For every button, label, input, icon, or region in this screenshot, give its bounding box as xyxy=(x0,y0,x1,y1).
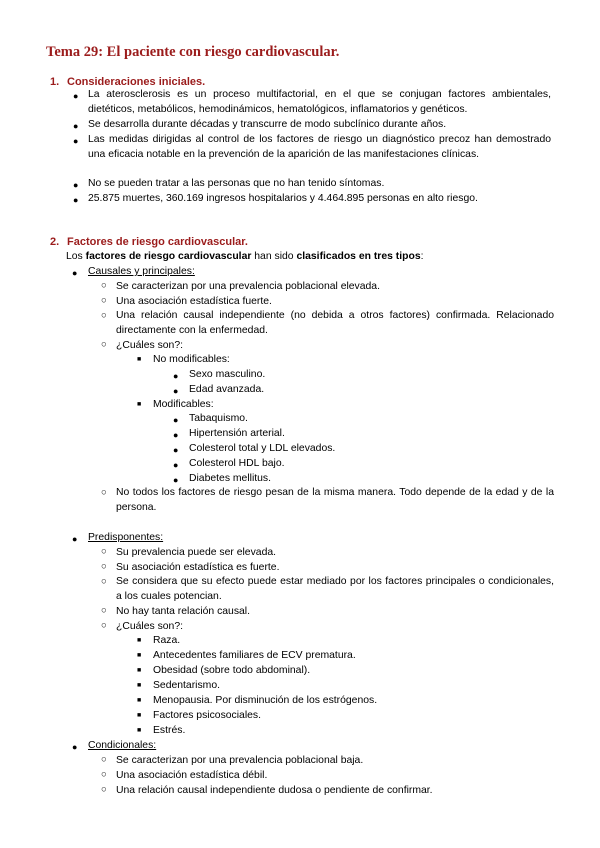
list-item: Menopausia. Por disminución de los estrógenos. xyxy=(153,695,378,706)
square-bullet-icon: ■ xyxy=(137,712,142,719)
bullet-icon: ● xyxy=(173,415,179,425)
list-item: Antecedentes familiares de ECV prematura. xyxy=(153,650,356,661)
category-condicionales: Condicionales: xyxy=(88,740,157,751)
list-item: Tabaquismo. xyxy=(189,413,248,424)
list-item: No hay tanta relación causal. xyxy=(116,606,251,617)
section-2-intro: Los factores de riesgo cardiovascular han sido clasificados en tres tipos: xyxy=(66,251,424,262)
square-bullet-icon: ■ xyxy=(137,652,142,659)
circle-bullet-icon: ○ xyxy=(101,620,107,631)
circle-bullet-icon: ○ xyxy=(101,754,107,765)
square-bullet-icon: ■ xyxy=(137,637,142,644)
list-item: Se desarrolla durante décadas y transcurre de modo subclínico durante años. xyxy=(88,119,447,130)
list-item: Una relación causal independiente (no debida a otros factores) confirmada. Relacionado directamente con la enfermedad. xyxy=(116,310,554,336)
bullet-icon: ● xyxy=(173,430,179,440)
square-bullet-icon: ■ xyxy=(137,401,142,408)
circle-bullet-icon: ○ xyxy=(101,576,107,587)
list-item: Factores psicosociales. xyxy=(153,710,261,721)
list-item: La aterosclerosis es un proceso multifactorial, en el que se conjugan factores ambientales, dietéticos, metabólicos, hemodinámicos, hematológicos, inflamatorios y genéticos. xyxy=(88,89,551,115)
section-1-number: 1. xyxy=(50,76,60,88)
list-item: Estrés. xyxy=(153,725,186,736)
square-bullet-icon: ■ xyxy=(137,667,142,674)
list-item: Su asociación estadística es fuerte. xyxy=(116,562,280,573)
section-1-title: Consideraciones iniciales. xyxy=(67,76,206,88)
bullet-icon: ● xyxy=(72,268,78,278)
subcategory-label: Modificables: xyxy=(153,399,214,410)
section-2-heading xyxy=(50,236,248,248)
list-item: Una asociación estadística fuerte. xyxy=(116,296,272,307)
category-causales: Causales y principales: xyxy=(88,266,195,277)
list-item: Sexo masculino. xyxy=(189,369,266,380)
circle-bullet-icon: ○ xyxy=(101,784,107,795)
list-item: Una asociación estadística débil. xyxy=(116,770,268,781)
square-bullet-icon: ■ xyxy=(137,682,142,689)
bullet-icon: ● xyxy=(73,195,79,205)
list-item: Colesterol HDL bajo. xyxy=(189,458,285,469)
section-1-heading xyxy=(50,76,205,88)
bullet-icon: ● xyxy=(173,445,179,455)
list-item: No se pueden tratar a las personas que no han tenido síntomas. xyxy=(88,178,385,189)
list-item: ¿Cuáles son?: xyxy=(116,340,183,351)
list-item: Hipertensión arterial. xyxy=(189,428,285,439)
circle-bullet-icon: ○ xyxy=(101,339,107,350)
circle-bullet-icon: ○ xyxy=(101,487,107,498)
list-item: Se caracterizan por una prevalencia poblacional elevada. xyxy=(116,281,380,292)
list-item: Diabetes mellitus. xyxy=(189,473,272,484)
circle-bullet-icon: ○ xyxy=(101,546,107,557)
subcategory-label: No modificables: xyxy=(153,354,230,365)
list-item: ¿Cuáles son?: xyxy=(116,621,183,632)
square-bullet-icon: ■ xyxy=(137,356,142,363)
list-item: Obesidad (sobre todo abdominal). xyxy=(153,665,311,676)
list-item: Se caracterizan por una prevalencia poblacional baja. xyxy=(116,755,364,766)
bullet-icon: ● xyxy=(73,91,79,101)
bullet-icon: ● xyxy=(73,180,79,190)
list-item: Sedentarismo. xyxy=(153,680,220,691)
circle-bullet-icon: ○ xyxy=(101,280,107,291)
square-bullet-icon: ■ xyxy=(137,697,142,704)
bullet-icon: ● xyxy=(73,136,79,146)
list-item: Colesterol total y LDL elevados. xyxy=(189,443,336,454)
bullet-icon: ● xyxy=(72,534,78,544)
square-bullet-icon: ■ xyxy=(137,727,142,734)
bullet-icon: ● xyxy=(173,371,179,381)
list-item: Las medidas dirigidas al control de los factores de riesgo un diagnóstico precoz han demostrado una eficacia notable en la prevención de la aparición de las manifestaciones clínicas. xyxy=(88,134,551,160)
circle-bullet-icon: ○ xyxy=(101,561,107,572)
list-item: 25.875 muertes, 360.169 ingresos hospitalarios y 4.464.895 personas en alto riesgo. xyxy=(88,193,478,204)
category-predisponentes: Predisponentes: xyxy=(88,532,164,543)
list-item: Se considera que su efecto puede estar mediado por los factores principales o condicionales, a los cuales potencian. xyxy=(116,576,554,602)
bullet-icon: ● xyxy=(72,742,78,752)
circle-bullet-icon: ○ xyxy=(101,769,107,780)
bullet-icon: ● xyxy=(173,475,179,485)
list-item: Edad avanzada. xyxy=(189,384,265,395)
circle-bullet-icon: ○ xyxy=(101,605,107,616)
section-2-number: 2. xyxy=(50,236,60,248)
circle-bullet-icon: ○ xyxy=(101,310,107,321)
section-2-title: Factores de riesgo cardiovascular. xyxy=(67,236,248,248)
page-title: Tema 29: El paciente con riesgo cardiovascular. xyxy=(46,44,340,60)
circle-bullet-icon: ○ xyxy=(101,295,107,306)
bullet-icon: ● xyxy=(173,386,179,396)
bullet-icon: ● xyxy=(173,460,179,470)
list-item: Su prevalencia puede ser elevada. xyxy=(116,547,277,558)
bullet-icon: ● xyxy=(73,121,79,131)
list-item: Raza. xyxy=(153,635,181,646)
list-item: Una relación causal independiente dudosa o pendiente de confirmar. xyxy=(116,785,433,796)
list-item: No todos los factores de riesgo pesan de la misma manera. Todo depende de la edad y de la persona. xyxy=(116,487,554,513)
